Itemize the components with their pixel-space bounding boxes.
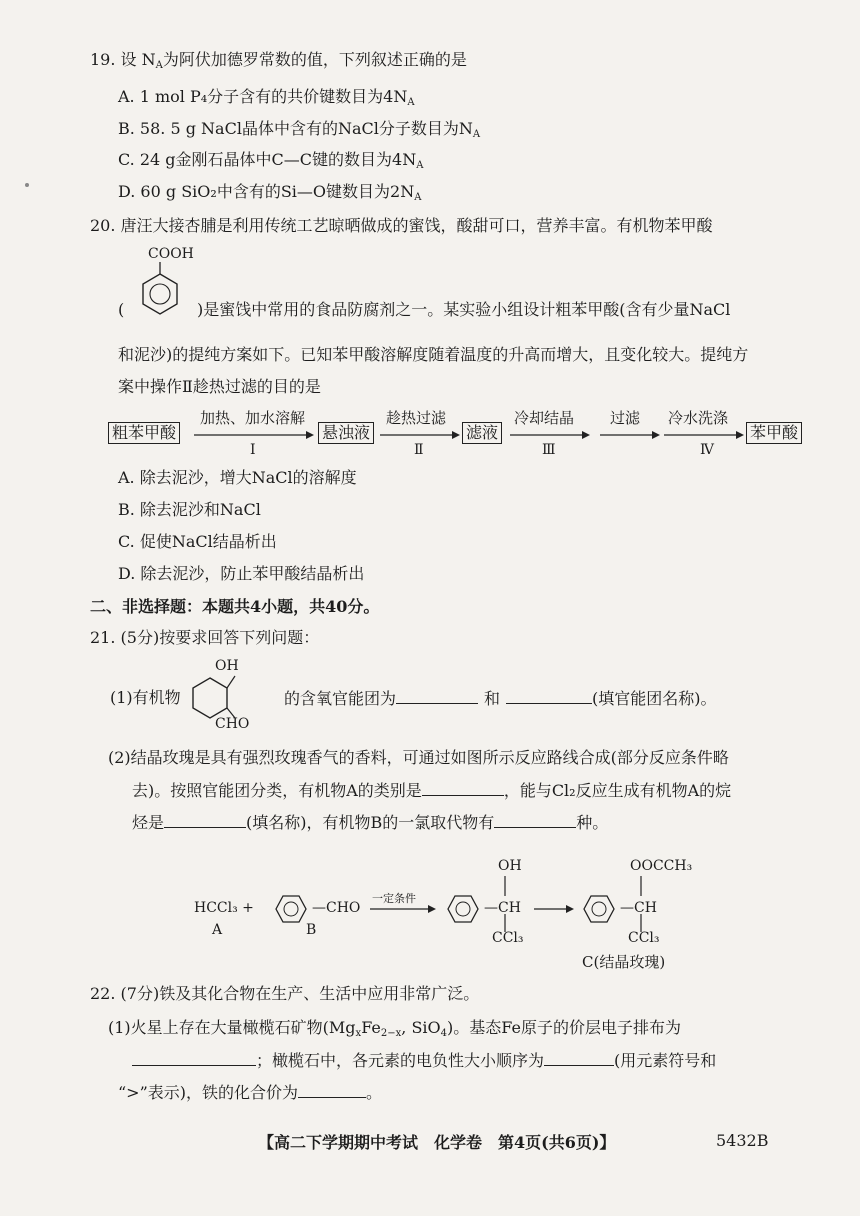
q21-cho-label: CHO — [215, 716, 250, 732]
q19-option-a: A. 1 mol P₄分子含有的共价键数目为$4N_A$ — [118, 87, 415, 108]
flow-step5-label: 冷水洗涤 — [668, 409, 729, 427]
flow-step3-num: Ⅲ — [542, 442, 556, 458]
q20-stem-line2: )是蜜饯中常用的食品防腐剂之一。某实验小组设计粗苯甲酸(含有少量NaCl — [197, 300, 731, 319]
flow-step1-num: Ⅰ — [250, 442, 256, 458]
flow-step2-label: 趁热过滤 — [386, 409, 447, 427]
rxn-condition: 一定条件 — [372, 892, 416, 905]
q20-stem-line3: 和泥沙)的提纯方案如下。已知苯甲酸溶解度随着温度的升高而增大，且变化较大。提纯方 — [118, 345, 749, 364]
rxn-benzene-c-icon — [576, 888, 622, 930]
rxn-ccl3-2: CCl₃ — [628, 930, 660, 946]
q20-paren-open: ( — [118, 300, 125, 319]
q21-p2-line1: (2)结晶玫瑰是具有强烈玫瑰香气的香料，可通过如图所示反应路线合成(部分反应条件略 — [108, 748, 729, 767]
flow-arrow-3 — [510, 430, 590, 440]
q21-blank-4[interactable] — [164, 812, 246, 828]
flow-arrow-1 — [194, 430, 314, 440]
q20-option-a: A. 除去泥沙，增大NaCl的溶解度 — [118, 468, 357, 487]
flow-step2-num: Ⅱ — [414, 442, 424, 458]
flow-box-suspension: 悬浊液 — [318, 422, 374, 444]
flow-box-crude: 粗苯甲酸 — [108, 422, 180, 444]
rxn-ch-1: —CH — [484, 900, 521, 916]
page-footer: 【高二下学期期中考试 化学卷 第4页(共6页)】 — [258, 1133, 616, 1152]
q21-stem: 21. (5分)按要求回答下列问题： — [90, 628, 320, 647]
rxn-ch-2: —CH — [620, 900, 657, 916]
paper-code: 5432B — [716, 1131, 769, 1150]
q19-option-d: D. 60 g SiO₂中含有的Si—O键数目为$2N_A$ — [118, 182, 422, 203]
q22-stem: 22. (7分)铁及其化合物在生产、生活中应用非常广泛。 — [90, 984, 480, 1003]
flow-arrow-2 — [380, 430, 460, 440]
q22-blank-3[interactable] — [298, 1082, 366, 1098]
benzoic-acid-ring-icon — [120, 262, 200, 332]
flow-step1-label: 加热、加水溶解 — [200, 409, 306, 427]
q21-blank-2[interactable] — [506, 688, 592, 704]
rxn-ooc: OOCCH₃ — [630, 858, 693, 874]
rxn-label-b: B — [306, 922, 317, 938]
q22-blank-2[interactable] — [544, 1050, 614, 1066]
q20-option-d: D. 除去泥沙，防止苯甲酸结晶析出 — [118, 564, 365, 583]
q19-option-c: C. 24 g金刚石晶体中C—C键的数目为$4N_A$ — [118, 150, 424, 171]
flow-step3-label: 冷却结晶 — [514, 409, 575, 427]
flow-box-pure: 苯甲酸 — [746, 422, 802, 444]
q21-p1-lead: (1)有机物 — [110, 688, 181, 707]
rxn-label-a: A — [212, 922, 223, 938]
flow-step4-label: 过滤 — [610, 409, 641, 427]
q22-p1-line2: ；橄榄石中，各元素的电负性大小顺序为 (用元素符号和 — [132, 1050, 716, 1071]
rxn-oh: OH — [498, 858, 522, 874]
rxn-ccl3-1: CCl₃ — [492, 930, 524, 946]
flow-arrow-4 — [600, 430, 660, 440]
q22-p1-line3: “>”表示)，铁的化合价为 。 — [118, 1083, 383, 1102]
flow-step5-num: Ⅳ — [700, 442, 714, 458]
section-heading: 二、非选择题：本题共4小题，共40分。 — [90, 597, 380, 616]
rxn-arrow-2 — [534, 904, 574, 914]
rxn-arrow-1 — [370, 904, 436, 914]
rxn-cho: —CHO — [312, 900, 361, 916]
q20-stem-line4: 案中操作Ⅱ趁热过滤的目的是 — [118, 377, 321, 396]
q20-cooh-label: COOH — [148, 246, 194, 262]
rxn-benzene-mid-icon — [440, 888, 486, 930]
q21-p2-line3: 烃是 (填名称)，有机物B的一氯取代物有 种。 — [132, 813, 609, 832]
flow-box-filtrate: 滤液 — [462, 422, 502, 444]
q21-blank-1[interactable] — [396, 688, 478, 704]
q21-p2-line2: 去)。按照官能团分类，有机物A的类别是 ，能与Cl₂反应生成有机物A的烷 — [132, 781, 732, 800]
rxn-label-c: C(结晶玫瑰) — [582, 953, 666, 971]
q19-option-b: B. 58. 5 g NaCl晶体中含有的NaCl分子数目为$N_A$ — [118, 119, 481, 140]
q21-blank-3[interactable] — [422, 780, 504, 796]
q22-blank-1[interactable] — [132, 1050, 256, 1066]
q19-stem: 19. 设 $N_A$为阿伏加德罗常数的值，下列叙述正确的是 — [90, 50, 467, 71]
rxn-hccl3: HCCl₃ + — [194, 900, 254, 916]
q20-option-b: B. 除去泥沙和NaCl — [118, 500, 261, 519]
q20-stem-line1: 20. 唐汪大接杏脯是利用传统工艺晾晒做成的蜜饯，酸甜可口，营养丰富。有机物苯甲酸 — [90, 216, 713, 235]
q20-option-c: C. 促使NaCl结晶析出 — [118, 532, 277, 551]
q21-oh-label: OH — [215, 658, 239, 674]
scan-speck — [25, 183, 29, 187]
flow-arrow-5 — [664, 430, 744, 440]
q22-p1-line1: (1)火星上存在大量橄榄石矿物($Mg_xFe_{2-x}$, SiO$_4$)。基态Fe原子的价层电子排布为 — [108, 1018, 681, 1039]
q21-blank-5[interactable] — [494, 812, 576, 828]
q21-p1-text: 的含氧官能团为 和 (填官能团名称)。 — [284, 689, 717, 708]
